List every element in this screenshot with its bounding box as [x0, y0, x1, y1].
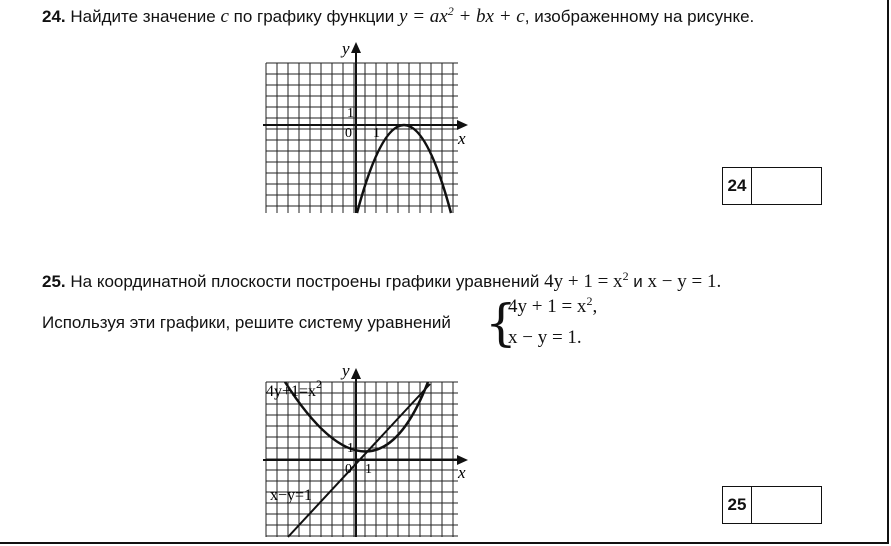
task24-var-c: c — [220, 6, 229, 27]
task24-text-after: , изображенному на рисунке. — [524, 7, 755, 26]
task24-answer-field[interactable] — [752, 168, 821, 204]
system-eq1: $4y + 1 = x^2$, — [508, 294, 598, 317]
task25-graph-label-parabola: $4y+1=x^2$ — [266, 377, 323, 400]
task24-text-middle: по графику функции — [233, 7, 395, 26]
task25-graph-label-line: x−y=1 — [270, 487, 313, 504]
task25-graph — [258, 362, 478, 542]
task25-answer-number: 25 — [723, 487, 752, 523]
task24-answer-box — [722, 167, 822, 205]
task25-line1-text: На координатной плоскости построены графики уравнений — [70, 272, 540, 291]
task24-axis-y-label: y — [342, 39, 350, 58]
task24-axis-x-label: x — [458, 129, 466, 148]
task24-tick-one-x: 1 — [373, 126, 380, 141]
task25-line2: Используя эти графики, решите систему уравнений — [42, 313, 451, 332]
task25-answer-box — [722, 486, 822, 524]
task25-axis-y-label: y — [342, 362, 350, 380]
task25-axis-x-label: x — [458, 463, 466, 482]
task24-y-arrow — [351, 42, 361, 53]
system-eq2: x − y = 1. — [508, 327, 582, 348]
task24-function: $y = ax^2$ + bx + c — [399, 4, 525, 27]
task24-statement — [42, 6, 754, 28]
task25-and: и — [633, 272, 643, 291]
task24-graph — [258, 38, 478, 220]
task25-eq2: x − y = 1. — [647, 271, 722, 292]
task24-parabola — [357, 125, 451, 213]
task25-number: 25. — [42, 272, 66, 291]
task24-text-before: Найдите значение — [70, 7, 216, 26]
system-brace: { — [485, 294, 517, 352]
task25-answer-field[interactable] — [752, 487, 821, 523]
task25-tick-one-x: 1 — [365, 462, 372, 477]
task25-line1 — [42, 271, 721, 293]
task24-tick-one-y: 1 — [347, 106, 354, 121]
task24-number: 24. — [42, 7, 66, 26]
task24-grid — [266, 63, 458, 213]
task25-tick-one-y: 1 — [347, 441, 354, 456]
task24-origin: 0 — [345, 126, 352, 141]
task25-y-arrow — [351, 368, 361, 379]
task24-answer-number: 24 — [723, 168, 752, 204]
task25-origin: 0 — [345, 462, 352, 477]
task25-eq1: $4y + 1 = x^2$ — [544, 269, 629, 292]
